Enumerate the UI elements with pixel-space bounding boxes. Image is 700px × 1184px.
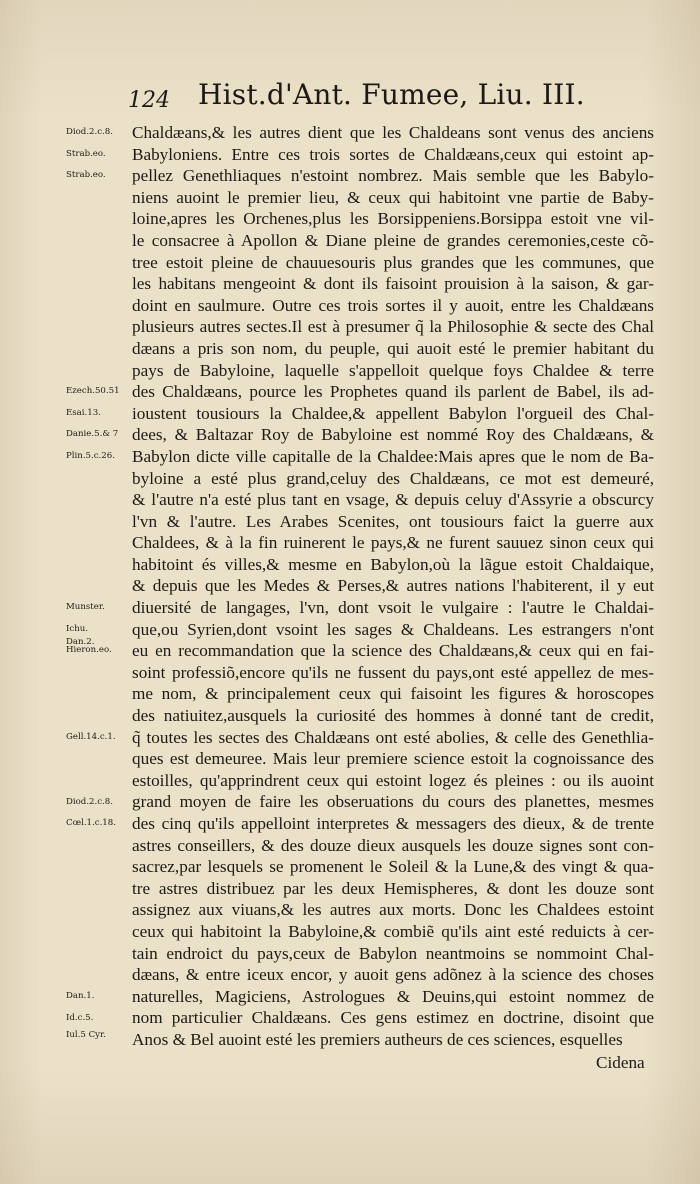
text-line: soint professiõ,encore qu'ils ne fussent du pays,ont esté appellez de mes-: [132, 662, 654, 682]
margin-note: Dan.2.: [66, 636, 95, 647]
text-line: Babylon dicte ville capitalle de la Chaldee:Mais apres que le nom de Ba-: [132, 446, 654, 466]
text-line: dæans a pris son nom, du peuple, qui auoit esté le premier habitant du: [132, 338, 654, 358]
text-line: Anos & Bel auoint esté les premiers autheurs de ces sciences, esquelles: [132, 1029, 623, 1049]
margin-note: Gell.14.c.1.: [66, 731, 116, 742]
text-line: Chaldæans,& les autres dient que les Chaldeans sont venus des anciens: [132, 123, 654, 142]
text-line: des Chaldæans, pource les Prophetes quand ils parlent de Babel, ils ad-: [132, 382, 654, 402]
margin-note: Ichu.: [66, 623, 89, 634]
text-line: doint en saulmure. Outre ces trois sortes il y auoit, entre les Chaldæans: [132, 295, 654, 315]
margin-note: Diod.2.c.8.: [66, 127, 113, 137]
text-line: diuersité de langages, l'vn, dont vsoit le vulgaire : l'autre le Chaldai-: [132, 598, 654, 618]
text-line: byloine a esté plus grand,celuy des Chaldæans, ce mot est demeuré,: [132, 468, 654, 488]
margin-note: Strab.eo.: [66, 148, 106, 159]
text-line: & l'autre n'a esté plus tant en vsage, & depuis celuy d'Assyrie a obscurcy: [132, 490, 654, 510]
text-line: grand moyen de faire les obseruations du cours des planettes, mesmes: [132, 792, 654, 812]
margin-note: Plin.5.c.26.: [66, 451, 115, 461]
margin-note: Esai.13.: [66, 407, 101, 418]
text-line: pellez Genethliaques n'estoint nombrez. Mais semble que les Babylo-: [132, 166, 654, 186]
text-line: eu en recommandation que la science des Chaldæans,& ceux qui en fai-: [132, 641, 654, 661]
text-line: sacrez,par lesquels se promenent le Soleil & la Lune,& des vingt & qua-: [132, 857, 654, 877]
text-line: ioustent tousiours la Chaldee,& appellent Babylon l'orgueil des Chal-: [132, 403, 654, 423]
margin-note: Iul.5 Cyr.: [66, 1029, 106, 1040]
text-line: les habitans mengeoint & dont ils faisoint prouision à la saison, & gar-: [132, 274, 654, 294]
text-line: naturelles, Magiciens, Astrologues & Deuins,qui estoint nommez de: [132, 986, 654, 1006]
text-line: nom particulier Chaldæans. Ces gens estimez en doctrine, disoint que: [132, 1008, 654, 1028]
page-header: [128, 78, 648, 122]
text-line: dæans, & entre iceux encor, y auoit gens adõnez à la science des choses: [132, 965, 654, 985]
text-line: Chaldees, & à la fin ruinerent le pays,& ne furent sauuez sinon ceux qui: [132, 533, 654, 553]
margin-note: Cœl.1.c.18.: [66, 818, 116, 829]
text-line: le consacree à Apollon & Diane pleine de grandes ceremonies,ceste cõ-: [132, 230, 654, 250]
text-line: des natiuitez,ausquels la curiosité des hommes à donné tant de credit,: [132, 706, 654, 726]
margin-note: Munster.: [66, 602, 105, 613]
text-line: astres conseillers, & des douze dieux ausquels les douze signes sont con-: [132, 835, 654, 855]
text-line: pays de Babyloine, laquelle s'appelloit quelque foys Chaldee & terre: [132, 360, 654, 380]
text-line: tree estoit pleine de chauuesouris plus grandes que les communes, que: [132, 252, 654, 272]
text-line: loine,apres les Orchenes,plus les Borsippeniens.Borsippa estoit vne vil-: [132, 209, 654, 229]
margin-note: Hieron.eo.: [66, 645, 112, 656]
main-text: [132, 122, 654, 1051]
text-line: dees, & Baltazar Roy de Babyloine est nommé Roy des Chaldæans, &: [132, 425, 654, 445]
catchword: Cidena: [596, 1053, 645, 1072]
margin-note: Ezech.50.51: [66, 386, 120, 397]
text-line: plusieurs autres sectes.Il est à presumer q̃ la Philosophie & secte des Chal: [132, 317, 654, 337]
text-line: l'vn & l'autre. Les Arabes Scenites, ont tousiours faict la guerre aux: [132, 511, 654, 531]
text-line: & depuis que les Medes & Perses,& autres nations l'habiterent, il y eut: [132, 576, 654, 596]
margin-note: Id.c.5.: [66, 1012, 94, 1023]
text-line: tre astres distribuez par les deux Hemispheres, & dont les douze sont: [132, 878, 654, 898]
text-line: tain endroict du pays,ceux de Babylon neantmoins se nommoint Chal-: [132, 943, 654, 963]
text-line: Babyloniens. Entre ces trois sortes de Chaldæans,ceux qui estoint ap-: [132, 144, 654, 164]
page-number: 124: [128, 88, 170, 113]
text-line: des cinq qu'ils appelloint interpretes & messagers des dieux, & de trente: [132, 814, 654, 833]
text-line: habitoint és villes,& mesme en Babylon,où la lãgue estoit Chaldaique,: [132, 554, 654, 574]
text-line: assignez aux viuans,& les autres aux morts. Donc les Chaldees estoint: [132, 900, 654, 920]
running-title: Hist.d'Ant. Fumee, Liu. III.: [198, 78, 585, 111]
text-line: que,ou Syrien,dont vsoint les sages & Chaldeans. Les estrangers n'ont: [132, 619, 654, 639]
margin-note: Diod.2.c.8.: [66, 796, 113, 807]
text-line: estoilles, qu'apprindrent ceux qui estoint logez és pleines : ou ils auoint: [132, 770, 654, 790]
text-line: ceux qui habitoint la Babyloine,& combiẽ qu'ils aint esté reduicts à cer-: [132, 921, 654, 941]
text-line: me nom, & principalement ceux qui faisoint les figures & horoscopes: [132, 684, 654, 704]
margin-note: Strab.eo.: [66, 170, 106, 181]
margin-note: Danie.5.& 7: [66, 429, 119, 440]
text-line: q̃ toutes les sectes des Chaldæans ont esté abolies, & celle des Genethlia-: [132, 727, 654, 747]
text-line: ques est demeuree. Mais leur premiere science estoit la cognoissance des: [132, 749, 654, 769]
text-line: niens auoint le premier lieu, & ceux qui habitoint vne partie de Baby-: [132, 187, 654, 207]
margin-note: Dan.1.: [66, 991, 95, 1001]
